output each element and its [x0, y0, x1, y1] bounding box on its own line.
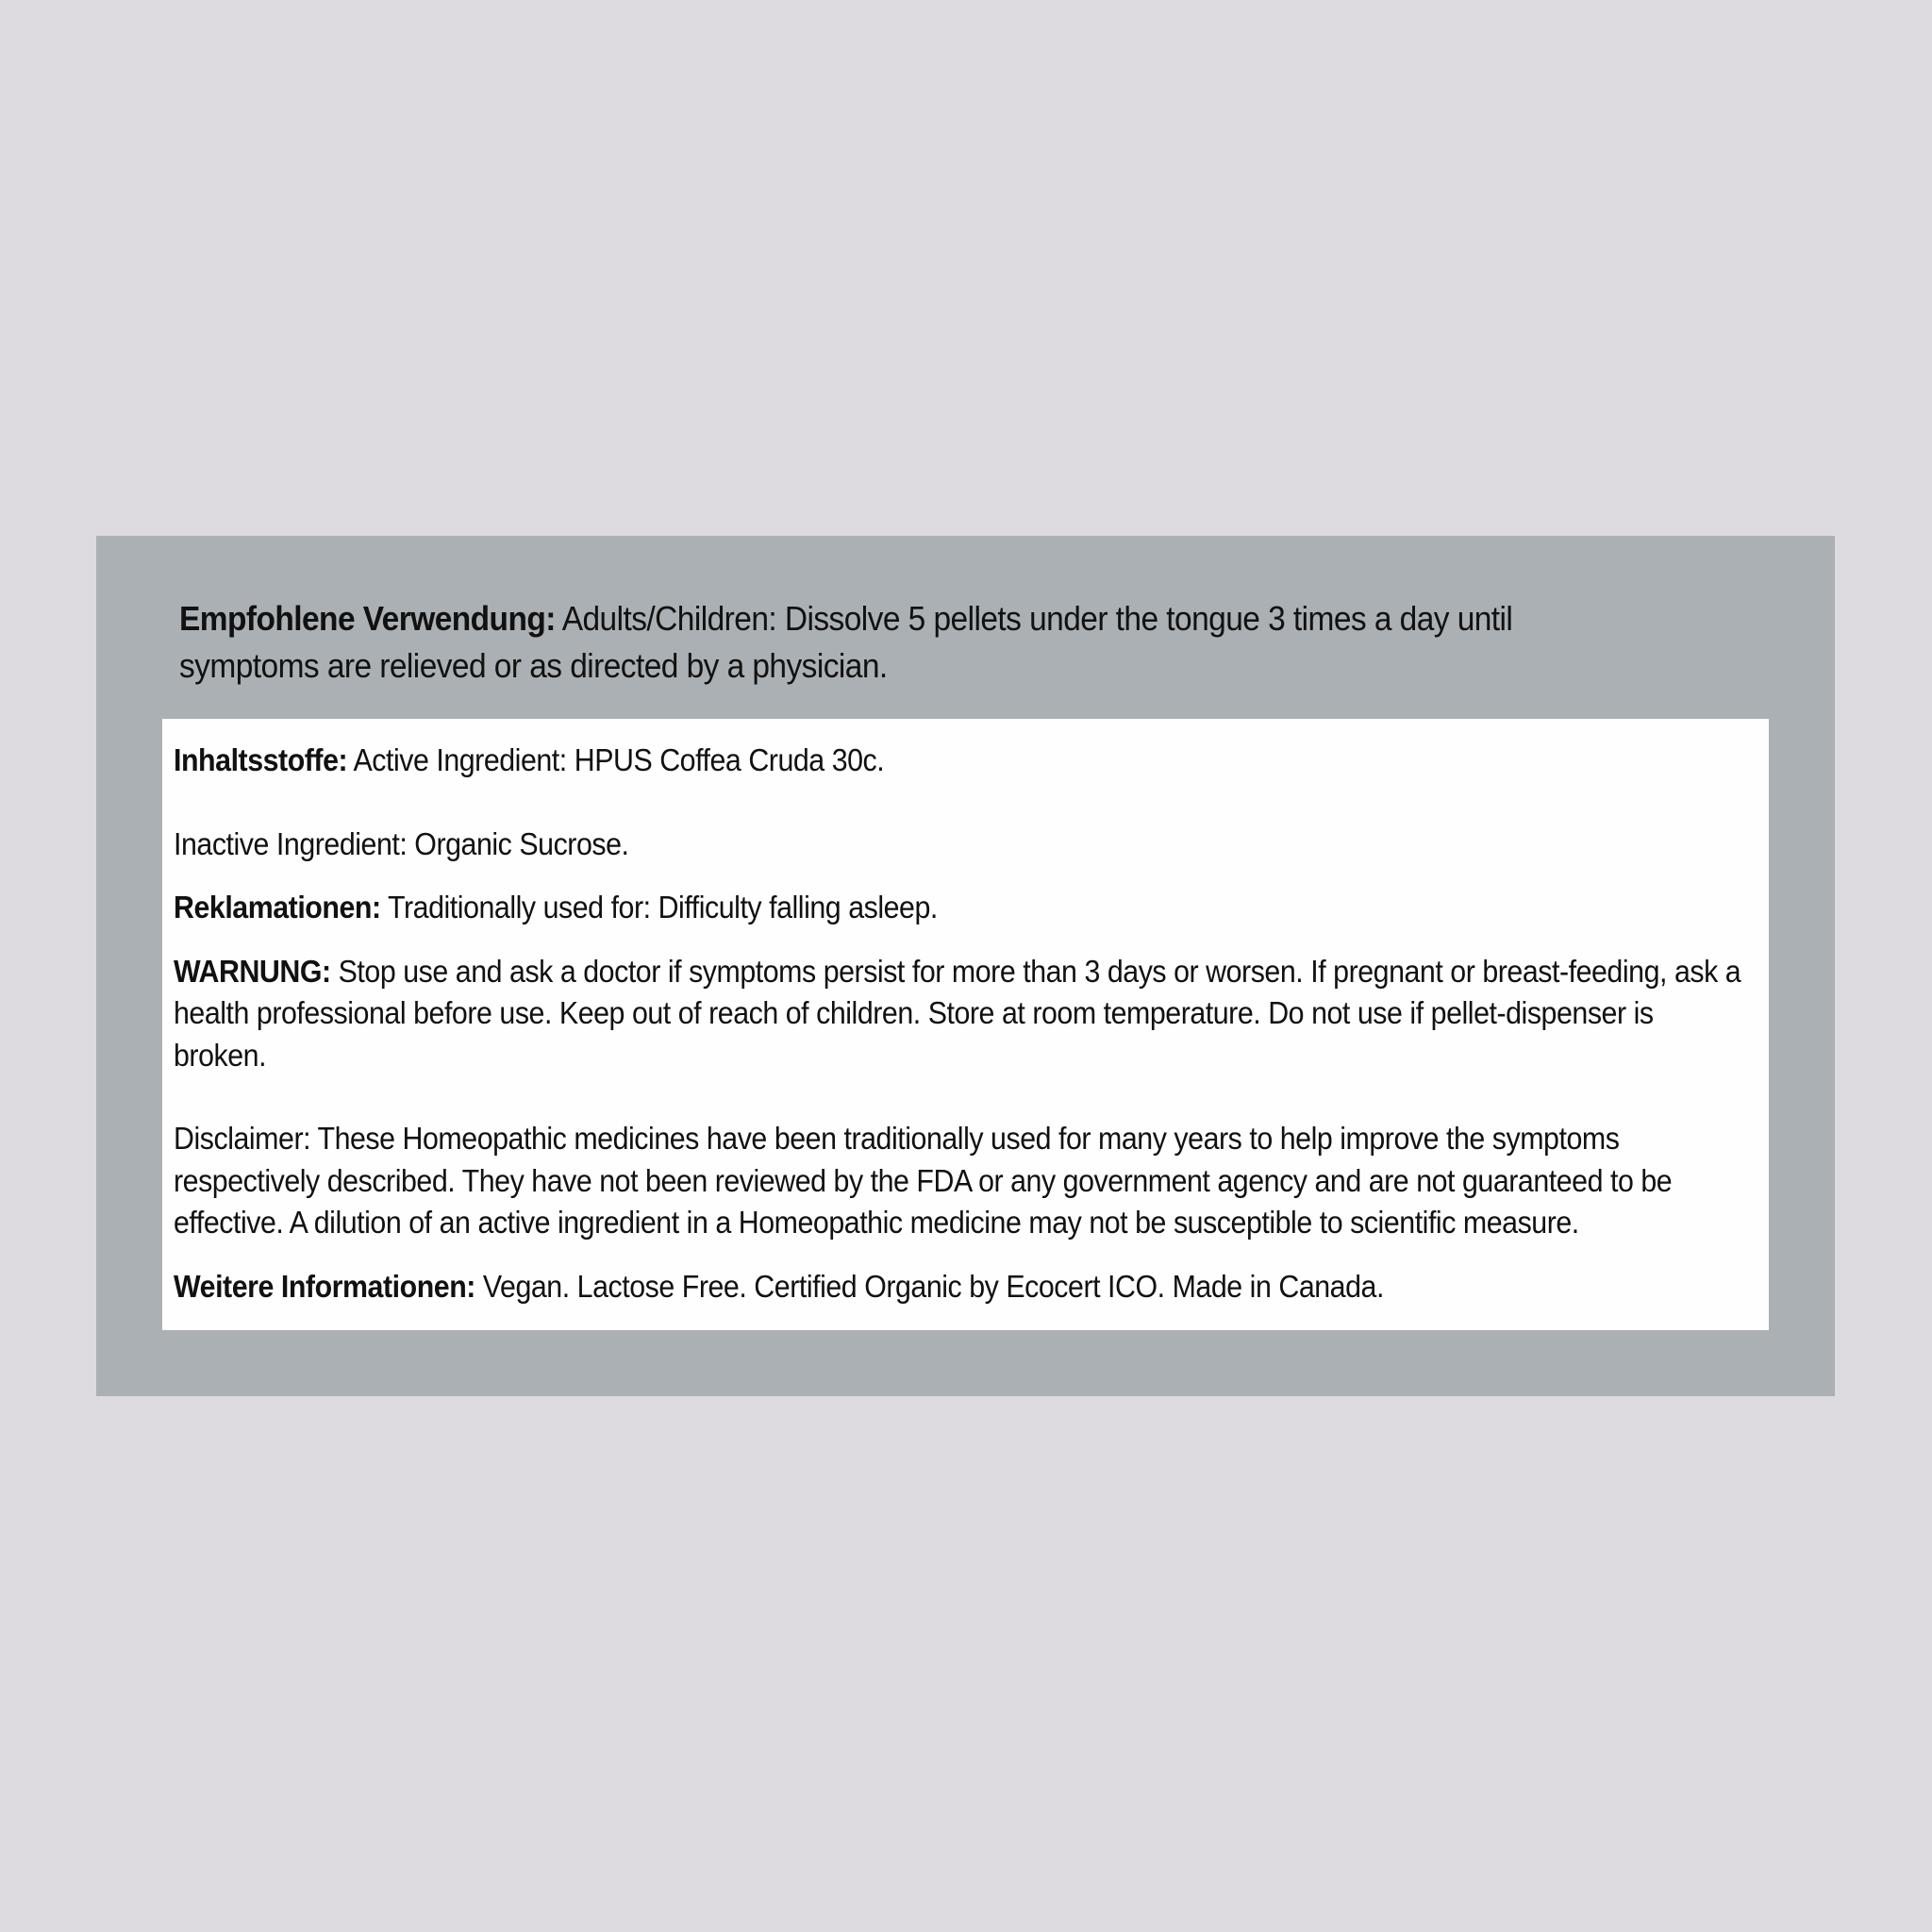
usage-label: Empfohlene Verwendung: — [179, 599, 556, 638]
ingredients-active-line — [174, 740, 1753, 782]
ingredients-active-text: Active Ingredient: HPUS Coffea Cruda 30c. — [347, 742, 885, 777]
more-info-line — [174, 1266, 1753, 1308]
disclaimer-paragraph: Disclaimer: These Homeopathic medicines have been traditionally used for many years to help improve the symptoms respectively described. They have not been reviewed by the FDA or any government agency and are not guaranteed to be effective. A dilution of an active ingredient in a Homeopathic medicine may not be susceptible to scientific measure. — [174, 1121, 1673, 1240]
claims-text: Traditionally used for: Difficulty falling asleep. — [380, 890, 938, 924]
claims-label: Reklamationen: — [174, 890, 381, 924]
label-panel — [96, 536, 1835, 1396]
usage-text: Adults/Children: Dissolve 5 pellets under the tongue 3 times a day until symptoms are relieved or as directed by a physician. — [179, 599, 1513, 685]
info-content — [174, 740, 1753, 1307]
ingredients-inactive-line: Inactive Ingredient: Organic Sucrose. — [174, 825, 629, 861]
claims-line — [174, 887, 1753, 929]
warning-label: WARNUNG: — [174, 953, 331, 989]
warning-paragraph — [174, 951, 1753, 1077]
info-box — [162, 719, 1769, 1330]
more-info-text: Vegan. Lactose Free. Certified Organic by Ecocert ICO. Made in Canada. — [475, 1268, 1384, 1304]
ingredients-label: Inhaltsstoffe: — [174, 742, 348, 777]
usage-section — [179, 595, 1653, 690]
warning-text: Stop use and ask a doctor if symptoms persist for more than 3 days or worsen. If pregnant or breast-feeding, ask a health professional before use. Keep out of reach of children. Store at room temperature. Do not use if pellet-dispenser is broken. — [174, 953, 1741, 1073]
more-info-label: Weitere Informationen: — [174, 1268, 475, 1304]
